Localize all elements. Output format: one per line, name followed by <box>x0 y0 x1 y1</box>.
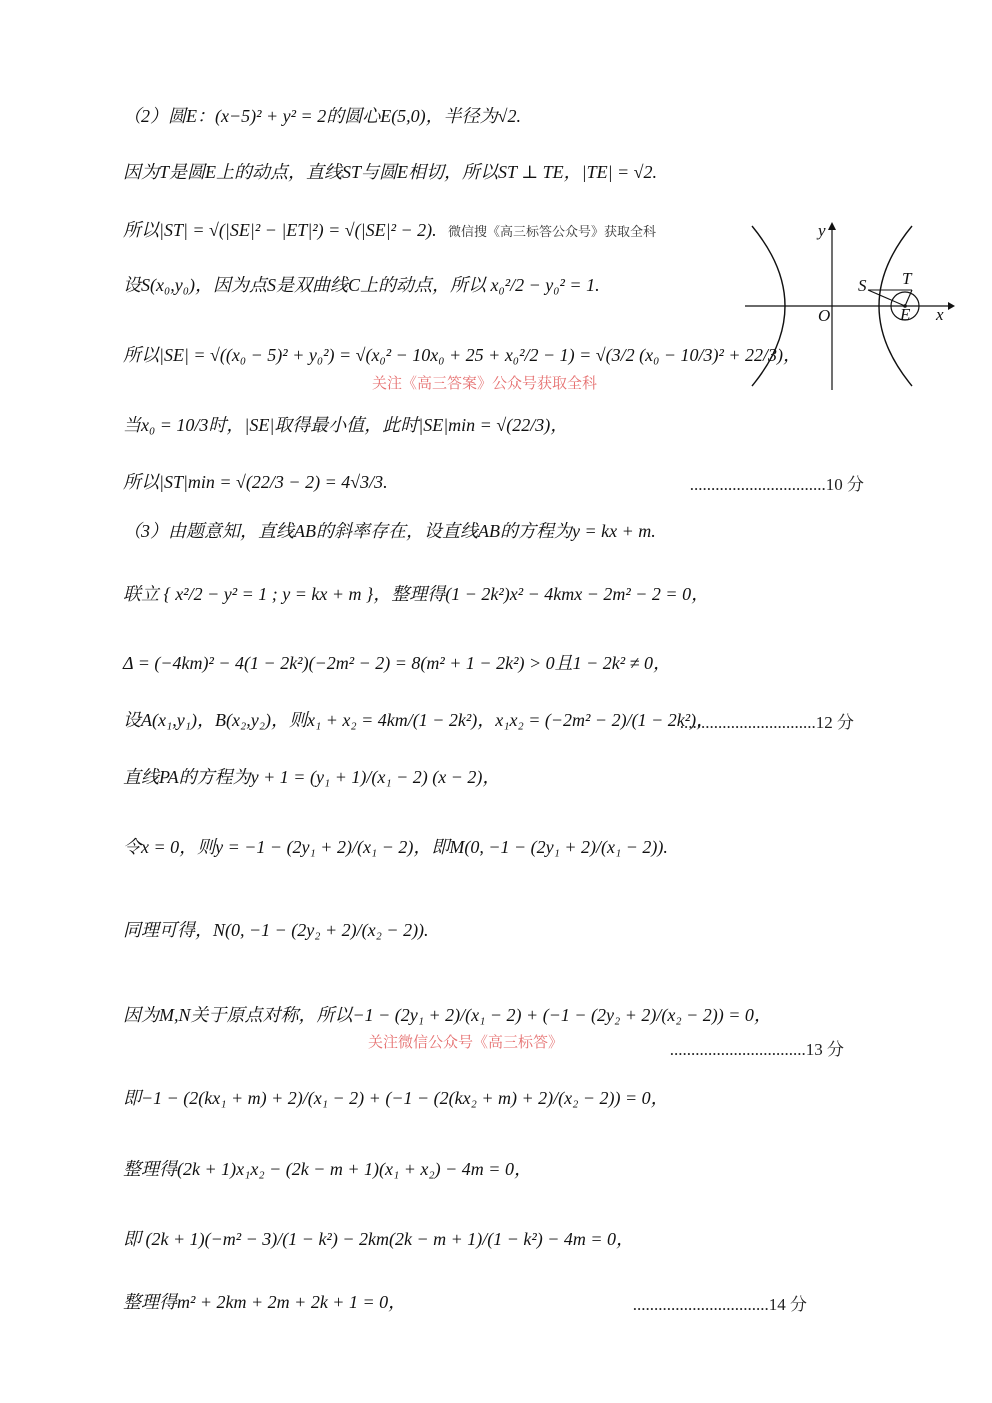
label-s: S <box>858 276 867 295</box>
text-line-18: 即 (2k + 1)(−m² − 3)/(1 − k²) − 2km(2k − m + 1)/(1 − k²) − 4m = 0， <box>123 1229 635 1249</box>
label-t: T <box>902 269 912 288</box>
label-o: O <box>818 306 831 325</box>
label-x: x <box>936 305 944 324</box>
text-line-11: 设A(x₁,y₁)，B(x₂,y₂)，则x₁ + x₂ = 4km/(1 − 2k²)，x₁x₂ = (−2m² − 2)/(1 − 2k²)， <box>123 710 715 730</box>
segment-se <box>868 290 905 306</box>
text-line-1: （2）圆E：(x−5)² + y² = 2的圆心E(5,0)，半径为√2. <box>123 106 522 126</box>
text-line-16: 即−1 − (2(kx₁ + m) + 2)/(x₁ − 2) + (−1 − (2(kx₂ + m) + 2)/(x₂ − 2)) = 0， <box>123 1088 669 1108</box>
text-line-17: 整理得(2k + 1)x₁x₂ − (2k − m + 1)(x₁ + x₂) − 4m = 0， <box>123 1159 532 1179</box>
hyperbola-figure <box>740 218 955 398</box>
text-line-9: 联立 { x²/2 − y² = 1 ; y = kx + m }，整理得(1 − 2k²)x² − 4kmx − 2m² − 2 = 0， <box>123 584 710 604</box>
text-line-15: 因为M,N关于原点对称，所以−1 − (2y₁ + 2)/(x₁ − 2) + (−1 − (2y₂ + 2)/(x₂ − 2)) = 0， <box>123 1005 772 1025</box>
text-line-3: 所以|ST| = √(|SE|² − |ET|²) = √(|SE|² − 2). <box>123 220 437 240</box>
wechat-watermark: 微信搜《高三标答公众号》获取全科 <box>448 225 657 240</box>
label-y: y <box>818 221 826 240</box>
score-10: ................................10 分 <box>689 475 864 494</box>
text-line-2: 因为T是圆E上的动点，直线ST与圆E相切，所以ST ⊥ TE，|TE| = √2. <box>123 162 658 182</box>
text-line-4: 设S(x₀,y₀)，因为点S是双曲线C上的动点，所以 x₀²/2 − y₀² = 1. <box>123 275 600 295</box>
text-line-10: Δ = (−4km)² − 4(1 − 2k²)(−2m² − 2) = 8(m² + 1 − 2k²) > 0且1 − 2k² ≠ 0， <box>123 653 672 673</box>
red-watermark-2: 关注微信公众号《高三标答》 <box>368 1033 564 1051</box>
text-line-7: 所以|ST|min = √(22/3 − 2) = 4√3/3. <box>123 472 388 492</box>
text-line-14: 同理可得，N(0, −1 − (2y₂ + 2)/(x₂ − 2)). <box>123 920 429 940</box>
text-line-12: 直线PA的方程为y + 1 = (y₁ + 1)/(x₁ − 2) (x − 2)， <box>123 767 501 787</box>
x-axis-arrow <box>948 302 955 310</box>
text-line-19: 整理得m² + 2km + 2m + 2k + 1 = 0， <box>123 1292 407 1312</box>
text-line-8: （3）由题意知，直线AB的斜率存在，设直线AB的方程为y = kx + m. <box>123 521 656 541</box>
text-line-5: 所以|SE| = √((x₀ − 5)² + y₀²) = √(x₀² − 10x₀ + 25 + x₀²/2 − 1) = √(3/2 (x₀ − 10/3)² + 22/3)， <box>123 345 802 365</box>
score-13: ................................13 分 <box>669 1040 844 1059</box>
text-line-13: 令x = 0，则y = −1 − (2y₁ + 2)/(x₁ − 2)，即M(0, −1 − (2y₁ + 2)/(x₁ − 2)). <box>123 837 668 857</box>
red-watermark-1: 关注《高三答案》公众号获取全科 <box>372 374 598 392</box>
y-axis-arrow <box>828 222 836 230</box>
score-14: ................................14 分 <box>632 1295 807 1314</box>
text-line-6: 当x₀ = 10/3时，|SE|取得最小值，此时|SE|min = √(22/3)， <box>123 415 569 435</box>
text-line-3-wrap <box>123 218 656 245</box>
score-12: ................................12 分 <box>679 713 854 732</box>
label-e: E <box>900 305 911 324</box>
